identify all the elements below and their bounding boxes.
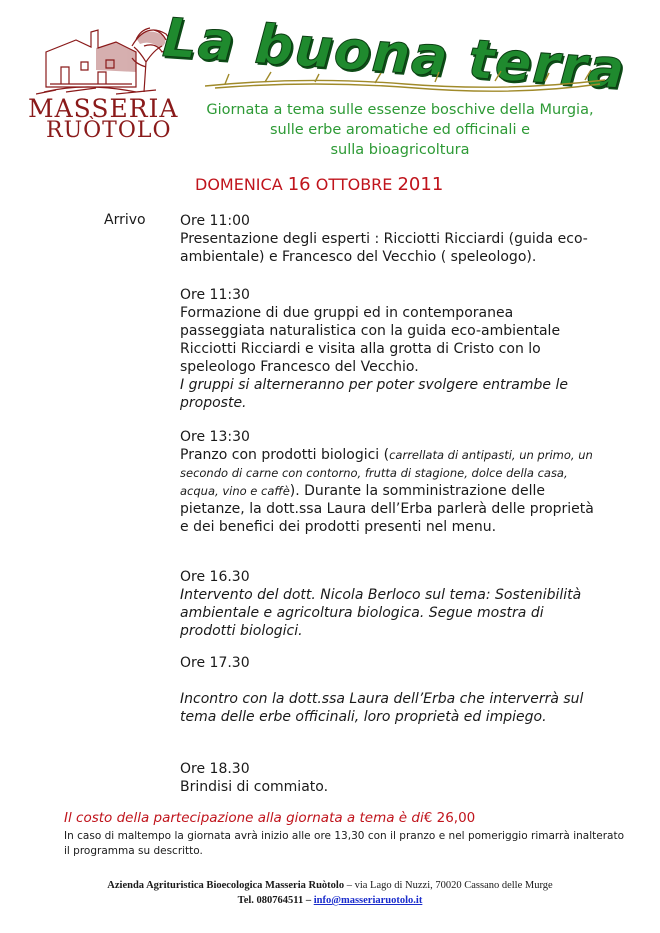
program-menu: carrellata di antipasti, un primo, un secondo di carne con contorno, frutta di stagione, dolce della casa, acqua, vino e caffè — [180, 448, 593, 498]
program-time: Ore 16.30 — [180, 569, 250, 585]
program-time: Ore 11:30 — [180, 287, 250, 303]
footer-phone: Tel. 080764511 – — [237, 895, 314, 906]
event-subtitle — [150, 100, 650, 160]
program-time: Ore 13:30 — [180, 429, 250, 445]
event-title — [160, 6, 628, 102]
footer-contact — [0, 895, 660, 906]
program-text: Brindisi di commiato. — [180, 779, 329, 795]
program-item — [180, 212, 600, 266]
footer-address — [0, 880, 660, 891]
program-text: Intervento del dott. Nicola Berloco sul tema: Sostenibilità ambientale e agricoltura biologica. Segue mostra di prodotti biologici. — [180, 587, 582, 639]
title-text: La buona terra — [160, 6, 628, 102]
logo-name-line1: MASSERIA — [28, 94, 179, 123]
participation-cost — [64, 810, 475, 826]
program-text — [180, 446, 600, 536]
program-text-note: I gruppi si alterneranno per poter svolgere entrambe le proposte. — [180, 377, 568, 411]
subtitle-line: sulle erbe aromatiche ed officinali e — [269, 122, 531, 138]
program-item — [180, 654, 600, 726]
cost-amount: € 26,00 — [423, 810, 476, 826]
email-link[interactable]: info@masseriaruotolo.it — [313, 895, 423, 906]
subtitle-line: Giornata a tema sulle essenze boschive della Murgia, — [206, 102, 594, 118]
program-text: Incontro con la dott.ssa Laura dell’Erba che interverrà sul tema delle erbe officinali, loro proprietà ed impiego. — [180, 691, 584, 725]
date-year: 2011 — [397, 174, 444, 195]
date-month: OTTOBRE — [315, 175, 393, 194]
program-item — [180, 286, 600, 412]
program-text-b: ). Durante la somministrazione delle pietanze, la dott.ssa Laura dell’Erba parlerà delle proprietà e dei benefici dei prodotti presenti nel menu. — [180, 483, 594, 535]
program-text: Formazione di due gruppi ed in contemporanea passeggiata naturalistica con la guida eco-ambientale Ricciotti Ricciardi e visita alla grotta di Cristo con lo speleologo Francesco del Vecchio. — [180, 305, 561, 375]
program-time: Ore 17.30 — [180, 655, 250, 671]
date-number: 16 — [287, 174, 311, 195]
date-day: DOMENICA — [195, 175, 283, 194]
program-text: Presentazione degli esperti : Ricciotti Ricciardi (guida eco- ambientale) e Francesco del Vecchio ( speleologo). — [180, 231, 588, 265]
footer-company: Azienda Agrituristica Bioecologica Masseria Ruòtolo — [107, 880, 345, 891]
arrivo-label: Arrivo — [104, 212, 146, 228]
logo-name-line2: RUÒTOLO — [46, 118, 172, 143]
program-item — [180, 760, 600, 796]
program-item — [180, 568, 600, 640]
masseria-illustration-icon — [36, 12, 176, 97]
grass-decoration-icon — [205, 64, 605, 94]
event-date — [195, 174, 443, 195]
cost-label: Il costo della partecipazione alla giornata a tema è di — [64, 810, 424, 826]
program-item — [180, 428, 600, 536]
subtitle-line: sulla bioagricoltura — [330, 142, 470, 158]
weather-note: In caso di maltempo la giornata avrà inizio alle ore 13,30 con il pranzo e nel pomeriggio rimarrà inalterato il programma su descritto. — [64, 830, 624, 857]
program-text-a: Pranzo con prodotti biologici ( — [180, 447, 390, 463]
program-time: Ore 11:00 — [180, 213, 250, 229]
footer-address-text: – via Lago di Nuzzi, 70020 Cassano delle Murge — [344, 880, 553, 891]
program-time: Ore 18.30 — [180, 761, 250, 777]
